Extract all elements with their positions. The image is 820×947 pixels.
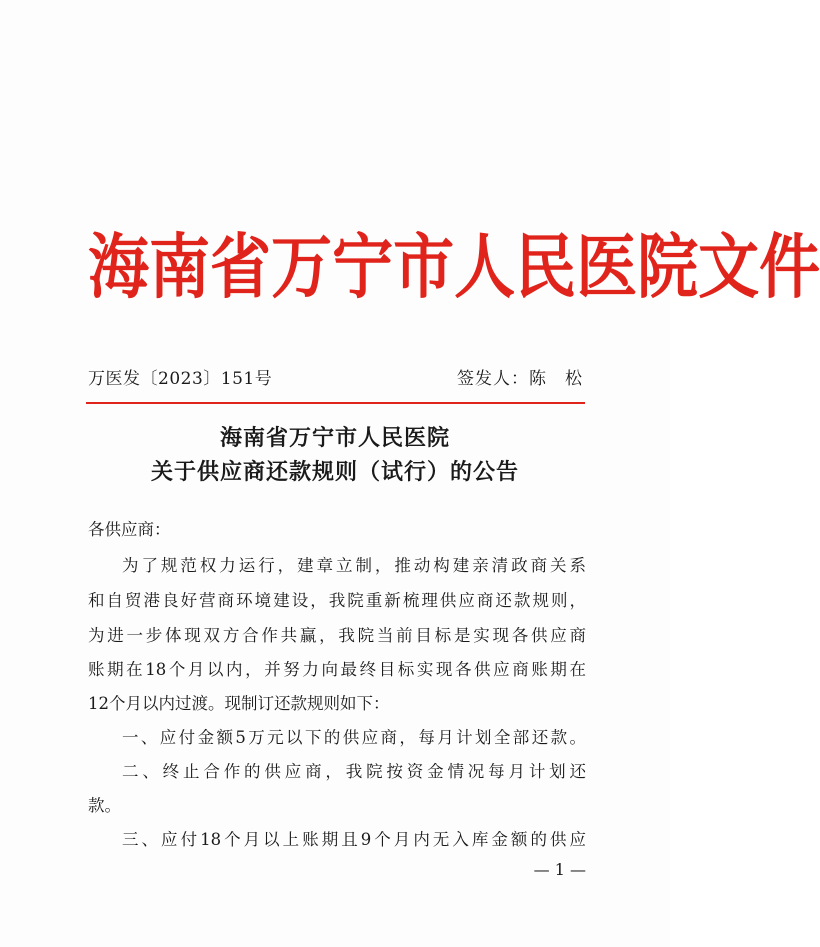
document-header-row [88, 366, 583, 392]
masthead-char: 件 [759, 226, 820, 309]
masthead-char: 海 [88, 226, 150, 309]
document-number: 万医发〔2023〕151号 [88, 369, 273, 389]
page-number: — 1 — [533, 860, 586, 879]
masthead-char: 市 [393, 226, 455, 309]
signer-label: 签发人：陈 松 [457, 369, 583, 389]
masthead-char: 院 [637, 226, 699, 309]
body-line-4: 账期在18个月以内，并努力向最终目标实现各供应商账期在 [88, 660, 586, 679]
masthead-char: 宁 [332, 226, 394, 309]
body-line-9: 三、应付18个月以上账期且9个月内无入库金额的供应 [122, 830, 586, 849]
masthead-char: 省 [210, 226, 272, 309]
body-line-8: 款。 [88, 796, 121, 815]
masthead-char: 万 [271, 226, 333, 309]
body-line-7: 二、终止合作的供应商，我院按资金情况每月计划还 [122, 762, 586, 781]
masthead-char: 南 [149, 226, 211, 309]
masthead-char: 医 [576, 226, 638, 309]
body-line-3: 为进一步体现双方合作共赢，我院当前目标是实现各供应商 [88, 626, 586, 645]
body-line-2: 和自贸港良好营商环境建设，我院重新梳理供应商还款规则， [88, 591, 586, 610]
salutation: 各供应商： [88, 520, 171, 539]
body-line-6: 一、应付金额5万元以下的供应商，每月计划全部还款。 [122, 728, 586, 747]
body-line-1: 为了规范权力运行，建章立制，推动构建亲清政商关系 [122, 556, 586, 575]
masthead-char: 文 [698, 226, 760, 309]
announcement-title-line-2: 关于供应商还款规则（试行）的公告 [150, 460, 519, 485]
red-divider-line [86, 402, 585, 404]
masthead-char: 人 [454, 226, 516, 309]
body-line-5: 12个月以内过渡。现制订还款规则如下： [88, 694, 390, 713]
announcement-title-line-1: 海南省万宁市人民医院 [219, 426, 450, 451]
masthead-char: 民 [515, 226, 577, 309]
masthead-title [88, 226, 820, 309]
